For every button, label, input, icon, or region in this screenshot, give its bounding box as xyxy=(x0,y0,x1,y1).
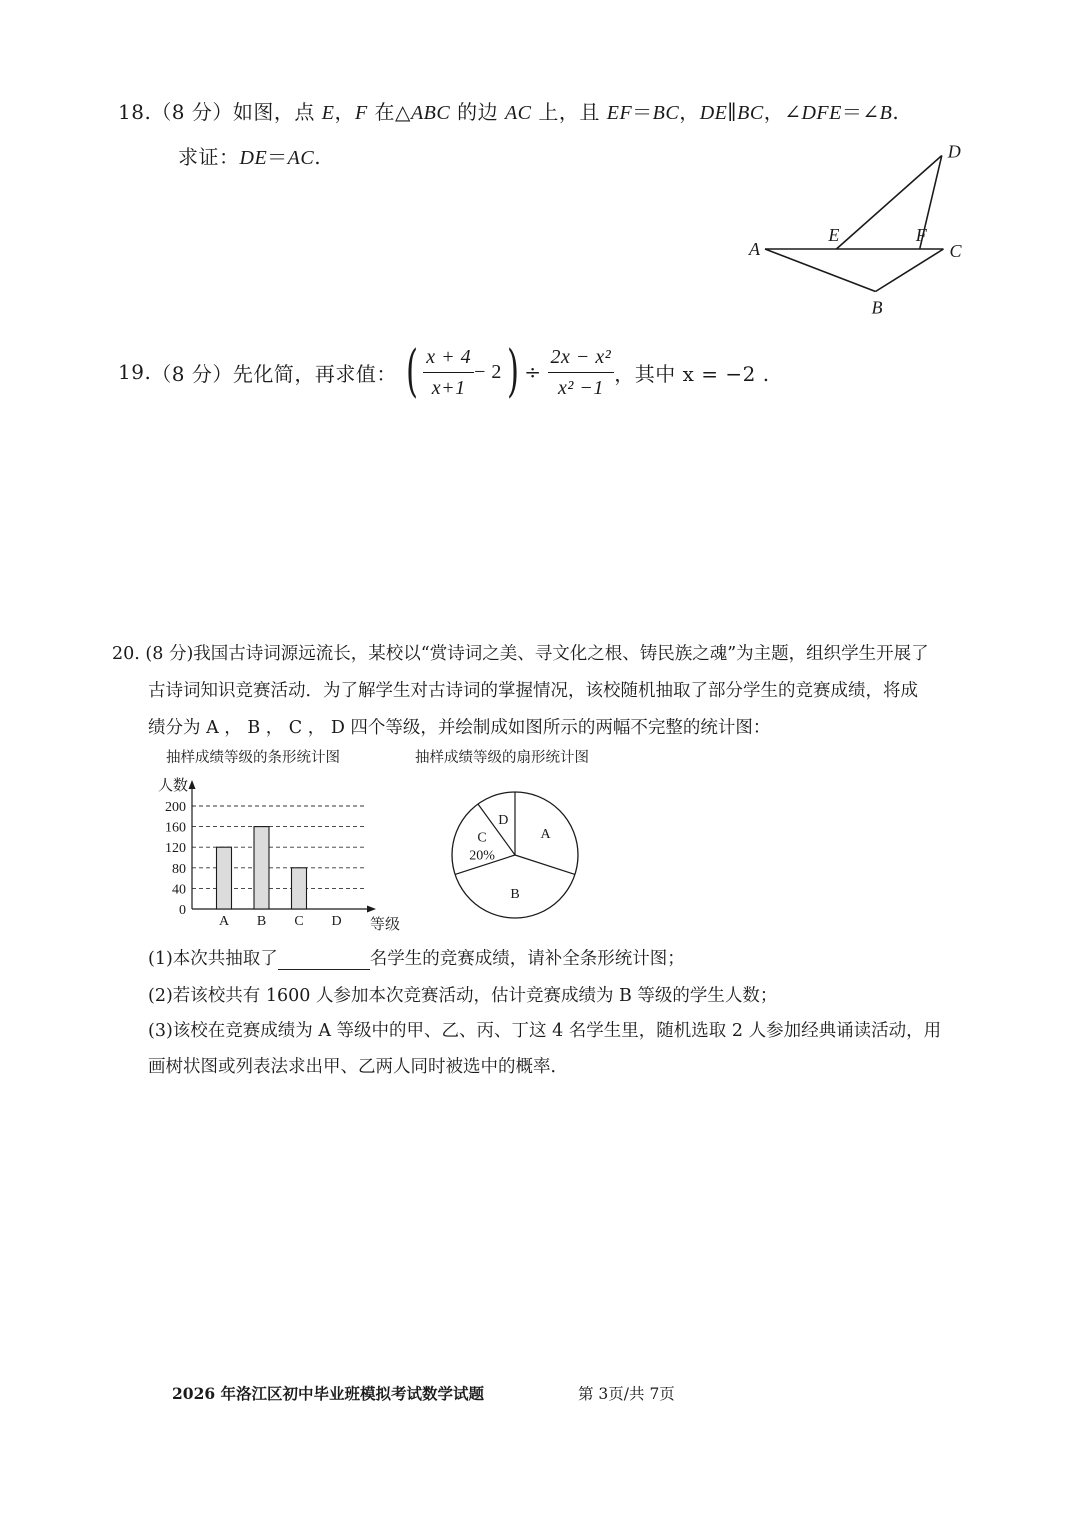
q19-f2-num: 2x − x² xyxy=(548,342,615,373)
bar-A xyxy=(217,847,232,909)
y-tick-label: 200 xyxy=(165,800,186,815)
q18-text-part: B xyxy=(879,102,893,124)
pie-chart xyxy=(445,785,585,925)
q18-text-part: EF xyxy=(606,102,633,124)
pie-chart-title: 抽样成绩等级的扇形统计图 xyxy=(415,750,589,766)
point-label-A: A xyxy=(749,239,760,259)
segment-AB xyxy=(765,249,876,292)
y-tick-label: 160 xyxy=(165,820,186,836)
q18-text-part: BC xyxy=(652,102,680,124)
q19-expression xyxy=(401,339,614,404)
y-tick-label: 120 xyxy=(165,841,186,857)
left-paren: ( xyxy=(405,339,419,404)
q18-text-part: DFE xyxy=(801,102,842,124)
x-axis-arrow-icon xyxy=(367,906,376,913)
q18-text-part: 如图，点 xyxy=(232,100,322,124)
q18-prove xyxy=(178,141,321,170)
q20-sub-1 xyxy=(148,945,685,970)
q18-text xyxy=(233,100,899,124)
q19-number: 19. xyxy=(118,360,152,384)
y-tick-label: 80 xyxy=(172,861,186,877)
point-label-E: E xyxy=(828,225,840,245)
q18-prove-text xyxy=(240,145,322,169)
q19-fraction-1 xyxy=(423,342,474,403)
bar-chart-title: 抽样成绩等级的条形统计图 xyxy=(166,750,340,766)
bar-chart xyxy=(150,768,410,938)
q18-text-part: . xyxy=(314,145,322,169)
q18-text-part: ＝∠ xyxy=(841,100,880,124)
q20-sub-3-line-1: (3)该校在竞赛成绩为 A 等级中的甲、乙、丙、丁这 4 名学生里，随机选取 2 人参加经典诵读活动，用 xyxy=(148,1021,942,1041)
q20-line-1 xyxy=(112,640,929,665)
pie-label-B: B xyxy=(510,886,520,902)
q18-triangle-figure xyxy=(740,128,970,323)
q19-score: （8 分） xyxy=(151,361,233,386)
q18-text-part: DE xyxy=(699,102,728,124)
answer-blank[interactable] xyxy=(278,951,370,970)
q19-div: ÷ xyxy=(524,360,542,384)
q20-number: 20. xyxy=(112,644,140,664)
footer-title xyxy=(172,1382,484,1404)
q19-statement xyxy=(118,340,770,404)
pie-label-A: A xyxy=(540,826,551,842)
q18-text-part: 上，且 xyxy=(531,100,607,124)
point-label-F: F xyxy=(915,225,927,245)
q19-f1-num: x + 4 xyxy=(423,342,474,373)
y-axis-label: 人数 xyxy=(158,778,189,794)
x-tick-label-A: A xyxy=(218,914,230,929)
footer-page: 第 3页/共 7页 xyxy=(578,1385,675,1403)
q19-f1-den: x+1 xyxy=(431,376,466,399)
q19-minus: − 2 xyxy=(474,360,502,383)
q18-text-part: . xyxy=(892,100,900,124)
point-label-B: B xyxy=(871,297,883,318)
q19-tail: ，其中 x = −2 . xyxy=(614,361,770,386)
footer-title-text: 2026 年洛江区初中毕业班模拟考试数学试题 xyxy=(172,1384,485,1403)
x-tick-label-B: B xyxy=(256,914,267,929)
q18-text-part: ABC xyxy=(410,102,451,124)
x-axis-label: 等级 xyxy=(370,917,401,933)
x-tick-label-C: C xyxy=(294,914,304,929)
q18-text-part: DE xyxy=(239,147,268,169)
q20-sub-3-line-2: 画树状图或列表法求出甲、乙两人同时被选中的概率． xyxy=(148,1057,568,1077)
right-paren: ) xyxy=(506,339,520,404)
q18-text-part: E xyxy=(321,102,335,124)
q20-sub1-after: 名学生的竞赛成绩，请补全条形统计图； xyxy=(369,949,685,969)
segment-BC xyxy=(876,249,944,292)
pie-label-C: C xyxy=(477,830,487,846)
q18-statement xyxy=(118,96,899,125)
q18-score: （8 分） xyxy=(151,100,233,124)
y-tick-label: 40 xyxy=(172,882,186,898)
bar-B xyxy=(254,827,269,909)
q18-text-part: ， xyxy=(334,100,355,124)
q20-score: (8 分) xyxy=(145,644,194,664)
point-label-C: C xyxy=(949,241,962,261)
q20-line-3: 绩分为 A ， B ， C ， D 四个等级，并绘制成如图所示的两幅不完整的统计图： xyxy=(148,718,771,738)
bar-C xyxy=(292,868,307,909)
q20-line-2: 古诗词知识竞赛活动．为了解学生对古诗词的掌握情况，该校随机抽取了部分学生的竞赛成绩，将成 xyxy=(148,681,918,701)
point-label-D: D xyxy=(947,141,961,162)
q19-text: 先化简，再求值： xyxy=(232,361,397,386)
q18-text-part: ∥ xyxy=(727,100,738,124)
q18-text-part: F xyxy=(354,102,368,124)
q18-text-part: 在△ xyxy=(367,100,411,124)
q20-sub-2: (2)若该校共有 1600 人参加本次竞赛活动，估计竞赛成绩为 B 等级的学生人数； xyxy=(148,986,778,1006)
y-axis-arrow-icon xyxy=(189,780,196,789)
q18-text-part: ＝ xyxy=(632,100,653,124)
y-tick-label: 0 xyxy=(179,903,186,918)
q19-f2-den: x² −1 xyxy=(557,376,604,399)
pie-label-D: D xyxy=(498,813,509,829)
q18-text-part: 的边 xyxy=(450,100,505,124)
q18-text-part: ， xyxy=(679,100,700,124)
pie-annotation-C: 20% xyxy=(469,848,495,864)
q20-text-1: 我国古诗词源远流长，某校以“赏诗词之美、寻文化之根、铸民族之魂”为主题，组织学生开展了 xyxy=(193,644,929,664)
q18-text-part: AC xyxy=(287,147,315,169)
x-tick-label-D: D xyxy=(331,914,342,929)
q18-text-part: ＝ xyxy=(267,145,288,169)
q18-text-part: AC xyxy=(504,102,532,124)
q18-number: 18. xyxy=(118,100,152,124)
q18-prove-label: 求证： xyxy=(178,145,240,169)
q20-sub1-before: (1)本次共抽取了 xyxy=(148,949,278,969)
q19-fraction-2 xyxy=(548,342,615,403)
q18-text-part: ，∠ xyxy=(763,100,802,124)
q18-text-part: BC xyxy=(737,102,764,124)
